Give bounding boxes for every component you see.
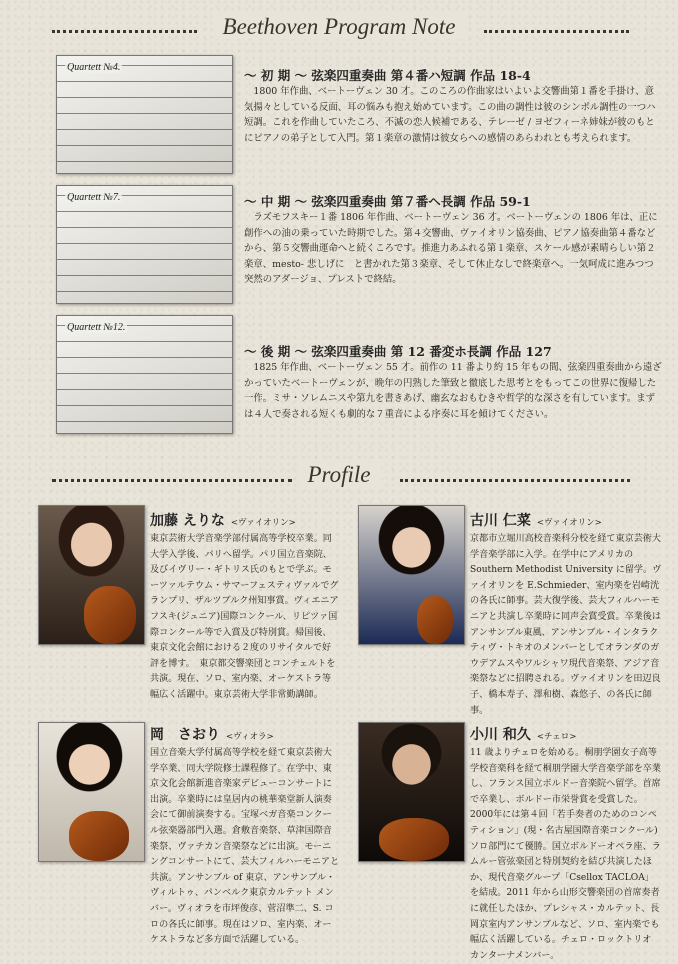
member-name-text: 岡 さおり (150, 727, 220, 743)
profile-heading-text: Profile (297, 462, 380, 487)
program-body-middle: ラズモフスキー１番 1806 年作曲、ベートーヴェン 36 才。ベートーヴェンの 1806 年は、正に創作への油の乗っていた時期でした。第４交響曲、ヴァイオリン協奏曲、ピアノ協奏曲第４番などから、第５交響曲運命へと続くころです。推進力あふれる第１楽章、スケール感が素晴らしい第２楽章、mesto- 悲しげに と書かれた第３楽章、そして休止なしで終楽章へ。一気呵成に進みつつ突然のアダージョ、プレストで終結。 (244, 212, 658, 285)
profile-heading (0, 462, 678, 488)
portrait-photo-furukawa (358, 505, 465, 645)
program-title-late: ～ 後 期 ～ 弦楽四重奏曲 第 12 番変ホ長調 作品 127 (244, 344, 552, 359)
member-name-furukawa (470, 510, 602, 530)
program-body-late: 1825 年作曲、ベートーヴェン 55 才。前作の 11 番より約 15 年もの間、弦楽四重奏曲から遠ざかっていたベートーヴェンが、晩年の円熟した筆致と徹底した思考とをもってこの世界に復帰した一作。ミサ・ソレムニスや第九を書きあげ、幽玄なおもむきや哲学的な深さを有しています。まずは４人で奏される短くも劇的な７重音による序奏に耳を傾けてください。 (244, 362, 662, 420)
score-image-title: Quartett №12. (67, 322, 126, 333)
member-instrument: <チェロ> (536, 732, 577, 742)
violin-shape (417, 596, 453, 644)
member-instrument: <ヴァイオリン> (230, 518, 296, 528)
member-instrument: <ヴィオラ> (226, 732, 274, 742)
program-heading-text: Beethoven Program Note (213, 14, 466, 39)
cello-shape (379, 818, 449, 861)
member-name-text: 小川 和久 (470, 727, 531, 743)
score-image-1 (56, 55, 233, 174)
member-bio-oka: 国立音楽大学付属高等学校を経て東京芸術大学卒業、同大学院修士課程修了。在学中、東京文化会館新進音楽家デビューコンサートに出演。卒業時には皇居内の桃華楽堂新人演奏会にて御前演奏する。宝塚ベガ音楽コンクール弦楽器部門入選。倉敷音楽祭、草津国際音楽祭、ヴァチカン音楽祭などに出演。モーニングコンサートにて、芸大フィルハーモニアと共演。アンサンブル of 東京、アンサンブル・ヴィルトゥ、パンベルク東京カルテット メンバー。ヴィオラを市坪俊彦、菅沼準二、S. コロの各氏に師事。現在はソロ、室内楽、オーケストラなど多方面で活躍している。 (150, 748, 340, 946)
score-image-title: Quartett №4. (67, 62, 121, 73)
portrait-photo-oka (38, 722, 145, 862)
member-name-oka (150, 724, 274, 744)
viola-shape (69, 811, 129, 861)
member-bio-ogawa: 11 歳よりチェロを始める。桐朋学園女子高等学校音楽科を経て桐朋学園大学音楽学部を卒業し、フランス国立ボルドー音楽院へ留学。首席で卒業し、ボルドー市栄誉賞を受賞した。2000年には第４回「若手奏者のためのコンペティション」(現・名古屋国際音楽コンクール)ソロ部門にて優勝。国立ボルドーオペラ座、ラムルー管弦楽団と特別契約を結び共演したほか、現代音楽グループ「Csellox TACLOA」を結成。2011 年から山形交響楽団の首席奏者に就任したほか、プレシャス・カルテット、長岡京室内アンサンブルなど、ソロ、室内楽でも幅広く活躍している。チェロ・ロックトリオ カンターナメンバー。 (470, 748, 661, 961)
program-title-middle: ～ 中 期 ～ 弦楽四重奏曲 第７番ヘ長調 作品 59-1 (244, 194, 531, 209)
member-name-text: 加藤 えりな (150, 513, 225, 529)
member-bio-furukawa: 京都市立堀川高校音楽科分校を経て東京芸術大学音楽学部に入学。在学中にアメリカの Southern Methodist University に留学。ヴァイオリンを E.Schmieder、室内楽を岩崎洸の各氏に師事。芸大復学後、芸大フィルハーモニアと共演し卒業時に同声会賞受賞。卒業後はアンサンブル東風、アンサンブル・インタラクティヴ・トキオのメンバーとしてオランダのガウデアムスやワルシャワ現代音楽祭、アジア音楽祭などに招聘される。ヴァイオリンを田辺良子、橋本寿子、澤和樹、森悠子、の各氏に師事。 (470, 534, 662, 716)
score-image-title: Quartett №7. (67, 192, 121, 203)
portrait-photo-kato (38, 505, 145, 645)
member-instrument: <ヴァイオリン> (536, 518, 602, 528)
score-image-3 (56, 315, 233, 434)
member-name-kato (150, 510, 296, 530)
program-body-early: 1800 年作曲、ベートーヴェン 30 才。このころの作曲家はいよいよ交響曲第１番を手掛け、意気揚々としている反面、耳の悩みも抱え始めています。この曲の調性は彼のシンボル調性の一つハ短調。これを作曲していたころ、不滅の恋人候補である、テレーゼ / ヨゼフィーネ姉妹が彼のもとにピアノの弟子として入門。第１楽章の激情は彼女らへの感情のあらわれとも考えられます。 (244, 86, 656, 144)
program-title-early: ～ 初 期 ～ 弦楽四重奏曲 第４番ハ短調 作品 18-4 (244, 68, 531, 83)
member-name-ogawa (470, 724, 576, 744)
score-image-2 (56, 185, 233, 304)
member-name-text: 古川 仁菜 (470, 513, 531, 529)
portrait-photo-ogawa (358, 722, 465, 862)
program-heading (0, 14, 678, 40)
member-bio-kato: 東京芸術大学音楽学部付属高等学校卒業。同大学入学後、パリへ留学。パリ国立音楽院、及びイヴリー・ギトリス氏のもとで学ぶ。モーツァルテウム・サマーフェスティヴァルでグランプリ、ザルツブルク州知事賞。ヴィエニアフスキ(ジュニア)国際コンクール、リピツァ国際コンクール等で入賞及び特別賞。帰国後、東京文化会館における２度のリサイタルで好評を博す。 東京都交響楽団とコンチェルトを共演。現在、ソロ、室内楽、オーケストラ等幅広く活躍中。東京芸術大学非常勤講師。 (150, 534, 339, 700)
violin-shape (84, 586, 136, 644)
